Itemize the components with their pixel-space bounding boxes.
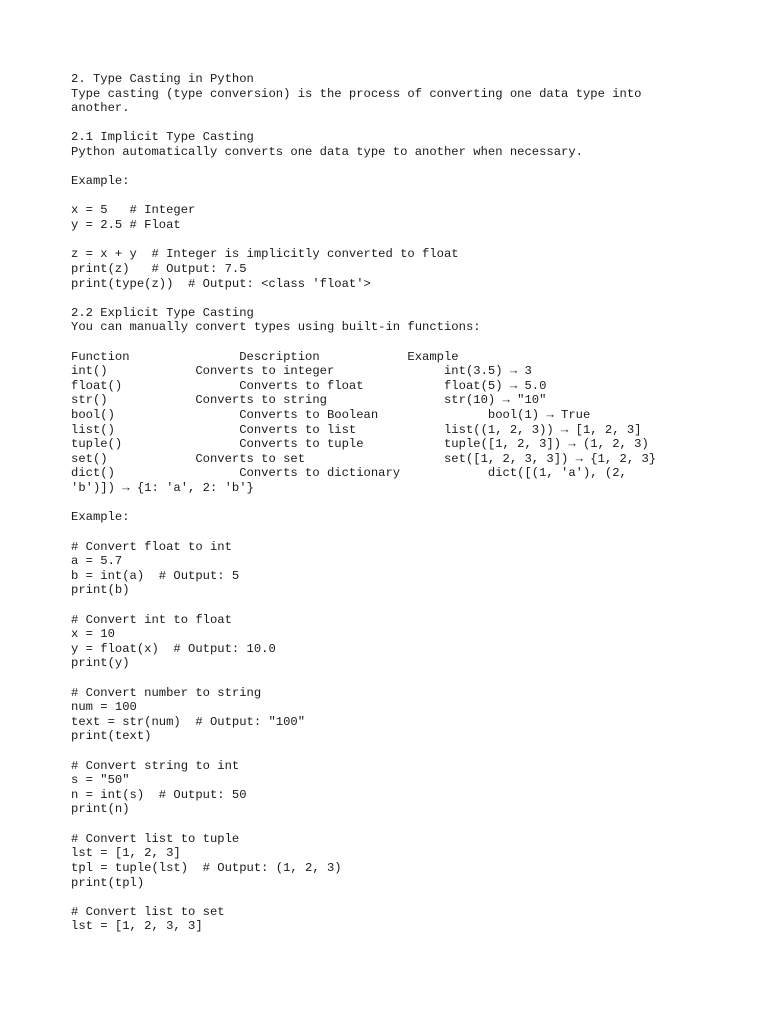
table-row: str() Converts to string str(10) → "10" [71,393,547,408]
code-comment: # Convert list to tuple [71,831,240,846]
code-line: s = "50" [71,773,130,788]
example-label: Example: [71,510,130,525]
code-comment: # Convert float to int [71,539,232,554]
code-comment: # Convert number to string [71,685,262,700]
blank-line [71,160,711,175]
blank-line [71,671,711,686]
blank-line [71,233,711,248]
code-line: x = 10 [71,627,115,642]
subsection-heading: 2.2 Explicit Type Casting [71,305,254,320]
paragraph-line: Type casting (type conversion) is the process of converting one data type into [71,86,642,101]
table-row: tuple() Converts to tuple tuple([1, 2, 3]) → (1, 2, 3) [71,437,649,452]
blank-line [71,335,711,350]
code-line: y = float(x) # Output: 10.0 [71,641,276,656]
blank-line [71,744,711,759]
code-line: x = 5 # Integer [71,203,196,218]
code-line: print(text) [71,729,152,744]
blank-line [71,598,711,613]
code-line: print(tpl) [71,875,145,890]
code-line: lst = [1, 2, 3] [71,846,181,861]
table-row-continuation: 'b')]) → {1: 'a', 2: 'b'} [71,481,254,496]
paragraph-line: another. [71,101,130,116]
code-line: b = int(a) # Output: 5 [71,568,240,583]
code-comment: # Convert list to set [71,904,225,919]
blank-line [71,496,711,511]
paragraph-line: You can manually convert types using built-in functions: [71,320,481,335]
blank-line [71,817,711,832]
code-line: print(z) # Output: 7.5 [71,261,247,276]
table-row: bool() Converts to Boolean bool(1) → True [71,408,591,423]
table-row: float() Converts to float float(5) → 5.0 [71,378,547,393]
section-heading: 2. Type Casting in Python [71,72,254,86]
code-line: text = str(num) # Output: "100" [71,714,306,729]
blank-line [71,525,711,540]
code-comment: # Convert string to int [71,758,240,773]
code-line: print(n) [71,802,130,817]
code-line: print(type(z)) # Output: <class 'float'> [71,276,371,291]
document-body [71,72,711,934]
code-line: print(b) [71,583,130,598]
table-row: list() Converts to list list((1, 2, 3)) → [1, 2, 3] [71,422,642,437]
code-comment: # Convert int to float [71,612,232,627]
code-line: tpl = tuple(lst) # Output: (1, 2, 3) [71,860,342,875]
code-line: z = x + y # Integer is implicitly converted to float [71,247,459,262]
code-line: lst = [1, 2, 3, 3] [71,919,203,934]
blank-line [71,890,711,905]
subsection-heading: 2.1 Implicit Type Casting [71,130,254,145]
blank-line [71,116,711,131]
code-line: a = 5.7 [71,554,123,569]
code-line: y = 2.5 # Float [71,218,181,233]
table-row: set() Converts to set set([1, 2, 3, 3]) → {1, 2, 3} [71,451,657,466]
code-line: num = 100 [71,700,137,715]
table-row: dict() Converts to dictionary dict([(1, 'a'), (2, [71,466,627,481]
blank-line [71,189,711,204]
example-label: Example: [71,174,130,189]
blank-line [71,291,711,306]
code-line: print(y) [71,656,130,671]
table-header-row: Function Description Example [71,349,459,364]
paragraph-line: Python automatically converts one data type to another when necessary. [71,145,583,160]
code-line: n = int(s) # Output: 50 [71,787,247,802]
table-row: int() Converts to integer int(3.5) → 3 [71,364,532,379]
